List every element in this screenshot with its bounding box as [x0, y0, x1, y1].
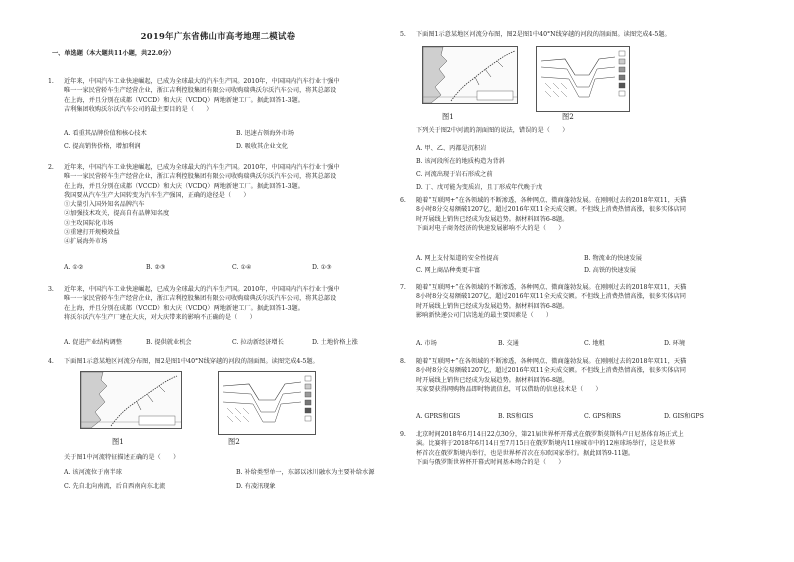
question-number: 1.: [48, 78, 54, 85]
question-line: 唯一一家民营轿车生产经营企业，浙江吉利控股集团有限公司收购瑞典沃尔沃汽车公司，将其总部设: [64, 87, 337, 95]
question-line: 下面图1示意某地区河流分布图，图2是图1中40°N线穿越的河段的剖面图。读图完成4-5题。: [64, 358, 319, 365]
question-number: 2.: [48, 164, 54, 171]
question-line: 随着“互联网+”在各领域的不断渗透，各种网点、微商蓬勃发展。在刚刚过去的2018年双11，天猫: [416, 197, 687, 204]
figure-1-caption: 图1: [112, 437, 124, 446]
question-6: [402, 196, 742, 274]
question-number: 5.: [400, 31, 406, 38]
question-line: 随着“互联网+”在各领域的不断渗透，各种网点、微商蓬勃发展。在刚刚过去的2018年双11，天猫: [416, 284, 687, 291]
option-a[interactable]: A. 市场: [416, 340, 437, 347]
figure-1-caption: 图1: [442, 112, 454, 121]
question-line: 杯首次在俄罗斯境内举行，也是世界杯首次在东欧国家举行。据此回答9-11题。: [416, 449, 635, 457]
question-8: [402, 357, 742, 427]
option-c[interactable]: C. 河流出现于岩石形成之前: [416, 171, 493, 178]
option-b[interactable]: B. 交通: [498, 340, 519, 347]
option-c[interactable]: C. ①④: [232, 264, 252, 271]
option-d[interactable]: D. 丁、戊可能为变质岩，且丁形成年代晚于戊: [416, 184, 543, 191]
question-line: 影响新快递公司门店选址的最主要因素是（ ）: [416, 311, 553, 319]
question-line: ③主攻国际化市场: [64, 219, 114, 227]
question-line: ①大量引入国外知名品牌汽车: [64, 201, 145, 209]
question-line: 在上海，并且分别在成都（VCCD）和大庆（VCDQ）两地新建工厂。据此回答1-3题。: [64, 304, 304, 312]
question-line: 近年来，中国汽车工业快速崛起，已成为全球最大的汽车生产国。2010年，中国国内汽车行业十强中: [64, 164, 340, 171]
question-number: 9.: [400, 431, 406, 438]
question-1: [50, 77, 386, 157]
option-c[interactable]: C. 拉动新经济增长: [232, 339, 284, 346]
option-b[interactable]: B. ②③: [146, 264, 166, 271]
river-map-graphic: [423, 47, 517, 103]
cross-section-graphic: [537, 47, 629, 111]
option-c[interactable]: C. 先自北向南流，后自西南向东北流: [64, 483, 166, 490]
figure-2-caption: 图2: [228, 437, 240, 446]
option-a[interactable]: A. GPRS和GIS: [416, 413, 461, 420]
question-number: 7.: [400, 284, 406, 291]
question-line: 下面图1示意某地区河流分布图，图2是图1中40°N线穿越的河段的剖面图。读图完成4-5题。: [416, 31, 671, 38]
option-c[interactable]: C. GPS和RS: [584, 413, 621, 420]
question-line: 近年来，中国汽车工业快速崛起，已成为全球最大的汽车生产国。2010年，中国国内汽车行业十强中: [64, 286, 340, 293]
question-line: 8小时8分交易额破1207亿，超过2016年双11全天成交额。不但线上消费热情高涨，很多实体店同: [416, 206, 686, 214]
question-2: [50, 163, 386, 281]
option-c[interactable]: C. 提高销售价格，增加利润: [64, 143, 141, 150]
option-d[interactable]: D. 有凌汛现象: [236, 483, 276, 490]
question-line: 8小时8分交易额破1207亿，超过2016年双11全天成交额。不但线上消费热情高涨，很多实体店同: [416, 367, 686, 375]
question-number: 8.: [400, 358, 406, 365]
question-7: [402, 283, 742, 355]
question-line: 时开展线上销售已经成为发展趋势。据材料回答6-8题。: [416, 215, 569, 223]
question-line: ③重建打开规模效益: [64, 229, 120, 237]
cross-section-graphic: [219, 372, 315, 434]
question-4: [50, 357, 386, 497]
option-b[interactable]: B. 该河段所在的地质构造为背斜: [416, 158, 505, 165]
option-a[interactable]: A. ①②: [64, 264, 84, 271]
option-a[interactable]: A. 看重其品牌价值和核心技术: [64, 130, 147, 137]
question-line: 唯一一家民营轿车生产经营企业，浙江吉利控股集团有限公司收购瑞典沃尔沃汽车公司，将其总部设: [64, 173, 337, 181]
question-number: 6.: [400, 197, 406, 204]
question-line: 在上海，并且分别在成都（VCCD）和大庆（VCDQ）两地新建工厂。据此回答1-3题。: [64, 182, 304, 190]
question-9: [402, 430, 742, 490]
question-line: 在上海，并且分别在成都（VCCD）和大庆（VCDQ）两地新建工厂。据此回答1-3题。: [64, 96, 304, 104]
option-d[interactable]: D. 吸收其企业文化: [236, 143, 288, 150]
option-d[interactable]: D. GIS和GPS: [664, 413, 704, 420]
question-line: 买家要获得网购物品即时物流信息，可以借助的信息技术是（ ）: [416, 385, 602, 393]
question-5: [402, 30, 742, 196]
option-b[interactable]: B. 迅速占领海外市场: [236, 130, 294, 137]
option-b[interactable]: B. 补给类型单一，东部以冰川融水为主要补给水源: [236, 469, 375, 476]
question-number: 4.: [48, 358, 54, 365]
question-line: 8小时8分交易额破1207亿，超过2016年双11全天成交额。不但线上消费热情高涨，很多实体店同: [416, 293, 686, 301]
option-b[interactable]: B. RS和GIS: [498, 413, 534, 420]
question-3: [50, 285, 386, 357]
river-map-graphic: [81, 372, 181, 428]
question-line: 吉利集团收购沃尔沃汽车公司的最主要目的是（ ）: [64, 105, 213, 113]
option-a[interactable]: A. 网上支付渠道的安全性提高: [416, 255, 499, 262]
option-c[interactable]: C. 地租: [584, 340, 605, 347]
option-a[interactable]: A. 该河流位于南半球: [64, 469, 122, 476]
option-d[interactable]: D. ①③: [312, 264, 332, 271]
option-d[interactable]: D. 土地价格上涨: [312, 339, 358, 346]
option-a[interactable]: A. 促进产业结构调整: [64, 339, 122, 346]
figure-2-caption: 图2: [562, 112, 574, 121]
question-line: 我国要从汽车生产大国转变为汽车生产强国，正确的途径是（ ）: [64, 191, 250, 199]
question-stem: 下列关于图2中河流的剖面图的说法，错误的是（ ）: [416, 127, 569, 134]
question-line: 下面对电子商务经济的快速发展影响不大的是（ ）: [416, 224, 565, 232]
question-line: 时开展线上销售已经成为发展趋势。据材料回答6-8题。: [416, 376, 569, 384]
option-c[interactable]: C. 网上商品种类更丰富: [416, 267, 481, 274]
question-number: 3.: [48, 286, 54, 293]
question-line: 时开展线上销售已经成为发展趋势。据材料回答6-8题。: [416, 302, 569, 310]
cross-section-figure: [536, 46, 630, 112]
paper-title: 2019年广东省佛山市高考地理二模试卷: [140, 31, 296, 41]
section-heading: 一、单选题（本大题共11小题，共22.0分）: [52, 50, 175, 57]
question-line: 北京时间2018年6月14日22点30分，第21届世界杯开幕式在俄罗斯莫斯科卢日尼基体育场正式上: [416, 431, 684, 438]
question-line: 随着“互联网+”在各领域的不断渗透，各种网点、微商蓬勃发展。在刚刚过去的2018年双11，天猫: [416, 358, 687, 365]
question-line: 演。比赛将于2018年6月14日至7月15日在俄罗斯境内11座城市中的12座球场举行，这是世界: [416, 440, 676, 448]
question-line: ②加强技术攻关，提高自有品牌知名度: [64, 210, 170, 218]
question-line: 近年来，中国汽车工业快速崛起，已成为全球最大的汽车生产国。2010年，中国国内汽车行业十强中: [64, 78, 340, 85]
question-line: ④扩展海外市场: [64, 238, 108, 246]
question-line: 下面与俄罗斯世界杯开幕式时间基本吻合的是（ ）: [416, 458, 565, 466]
option-a[interactable]: A. 甲、乙、丙都是沉积岩: [416, 145, 487, 152]
river-map-figure: [422, 46, 518, 104]
option-b[interactable]: B. 物流业的快速发展: [584, 255, 642, 262]
question-line: 将沃尔沃汽车生产厂建在大庆，对大庆带来的影响不正确的是（ ）: [64, 313, 256, 321]
option-b[interactable]: B. 提供就业机会: [146, 339, 192, 346]
river-map-figure: [80, 371, 182, 429]
option-d[interactable]: D. 环境: [664, 340, 686, 347]
question-stem: 关于图1中河流特征描述正确的是（ ）: [64, 454, 180, 461]
option-d[interactable]: D. 高铁的快速发展: [584, 267, 636, 274]
cross-section-figure: [218, 371, 316, 435]
question-line: 唯一一家民营轿车生产经营企业，浙江吉利控股集团有限公司收购瑞典沃尔沃汽车公司，将其总部设: [64, 295, 337, 303]
